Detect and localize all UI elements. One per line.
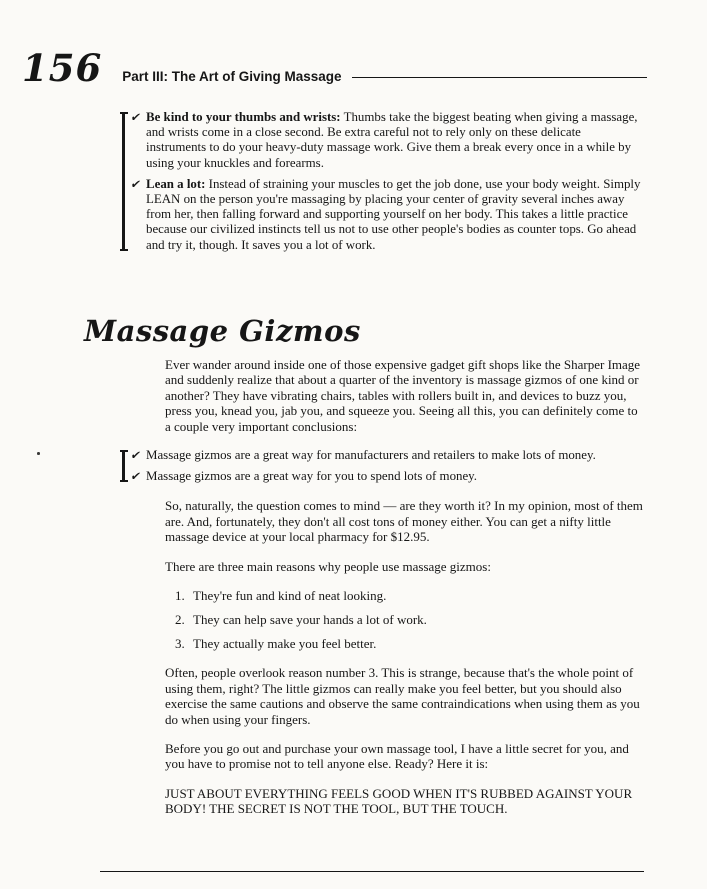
page-number: 156 <box>22 46 103 90</box>
conclusion-item <box>131 448 643 463</box>
paragraph-overlook: Often, people overlook reason number 3. This is strange, because that's the whole point of using them, right? The little gizmos can really make you feel better, but you should also exercise the same cautions and observe the same contraindications when using them as you do when using your fingers. <box>165 665 640 727</box>
paragraph-intro: Ever wander around inside one of those expensive gadget gift shops like the Sharper Image and suddenly realize that about a quarter of the inventory is massage gizmos of one kind or another? They have vibrating chairs, tables with rollers built in, and devices to buzz you, press you, knead you, jab you, and squeeze you. Seeing all this, you can definitely come to a couple very important conclusions: <box>165 357 641 434</box>
tip-text <box>146 177 644 253</box>
paragraph-reveal: JUST ABOUT EVERYTHING FEELS GOOD WHEN IT'S RUBBED AGAINST YOUR BODY! THE SECRET IS NOT THE TOOL, BUT THE TOUCH. <box>165 785 633 817</box>
footer-rule <box>100 871 644 872</box>
paragraph-reasons-intro: There are three main reasons why people use massage gizmos: <box>165 558 491 574</box>
header-rule <box>352 77 647 78</box>
conclusion-text: Massage gizmos are a great way for manufacturers and retailers to make lots of money. <box>146 448 596 463</box>
list-number: 2. <box>175 611 185 627</box>
list-item <box>175 588 633 603</box>
tip-lead: Be kind to your thumbs and wrists: <box>146 110 341 124</box>
list-number: 1. <box>175 588 185 604</box>
tip-item-thumbs <box>131 110 644 171</box>
tip-body: Thumbs take the biggest beating when giving a massage, and wrists come in a close second. Be extra careful not to rely only on these delicate instruments to do your heavy-duty massage work. Give them a break every once in a while by using your knuckles and forearms. <box>146 110 638 170</box>
body-column <box>129 357 643 817</box>
paragraph-worth-it: So, naturally, the question comes to mind — are they worth it? In my opinion, most of them are. And, fortunately, they don't all cost tons of money either. You can get a nifty little massage device at your local pharmacy for $12.95. <box>165 498 643 545</box>
list-item <box>175 612 633 627</box>
list-text: They're fun and kind of neat looking. <box>193 588 387 604</box>
tip-list <box>120 448 643 484</box>
section-heading: Massage Gizmos <box>84 314 361 348</box>
paragraph-secret: Before you go out and purchase your own massage tool, I have a little secret for you, and you have to promise not to tell anyone else. Ready? Here it is: <box>165 740 629 772</box>
tip-bar-rule <box>120 450 128 482</box>
check-bullet-icon: ✔ <box>129 110 143 124</box>
list-number: 3. <box>175 635 185 651</box>
tip-lead: Lean a lot: <box>146 176 206 191</box>
tip-bar-rule <box>120 112 128 251</box>
tip-list-thumbs-lean <box>120 110 644 253</box>
tip-list-conclusions <box>120 448 643 484</box>
conclusion-text: Massage gizmos are a great way for you to spend lots of money. <box>146 469 478 484</box>
tip-text <box>146 110 644 171</box>
check-bullet-icon: ✔ <box>129 448 143 463</box>
conclusion-item <box>131 469 643 484</box>
running-head <box>22 46 647 90</box>
numbered-list-reasons <box>175 588 633 651</box>
list-text: They can help save your hands a lot of work. <box>193 611 427 627</box>
list-item <box>175 636 633 651</box>
part-title: Part III: The Art of Giving Massage <box>122 69 342 84</box>
list-text: They actually make you feel better. <box>193 635 377 651</box>
stray-scan-mark <box>37 452 40 455</box>
check-bullet-icon: ✔ <box>129 469 143 484</box>
tip-item-lean <box>131 177 644 253</box>
tip-list <box>120 110 644 253</box>
tip-body: Instead of straining your muscles to get the job done, use your body weight. Simply LEAN on the person you're massaging by placing your center of gravity several inches away from her, then falling forward and supporting yourself on her body. This takes a little practice because our civilized instincts tell us not to use other people's bodies as counter tops. Go ahead and try it, though. It saves you a lot of work. <box>146 176 641 252</box>
check-bullet-icon: ✔ <box>129 176 143 191</box>
